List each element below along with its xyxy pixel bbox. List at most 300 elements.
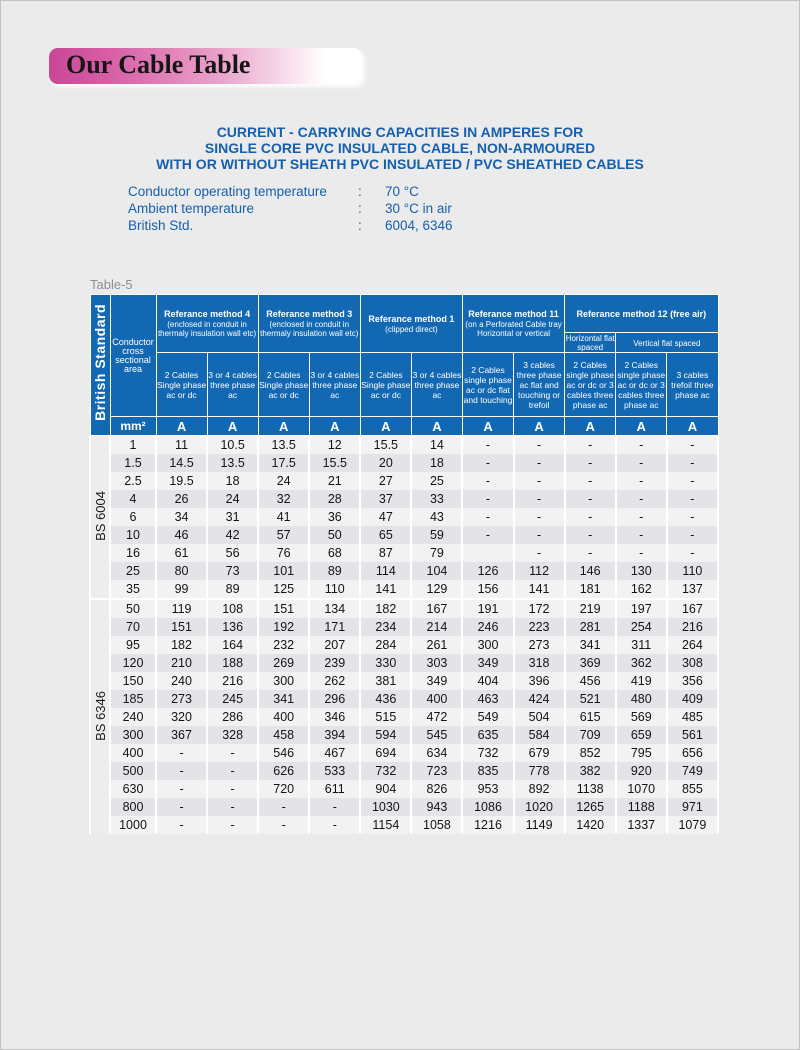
- value-cell: 545: [411, 726, 462, 744]
- value-cell: 37: [360, 490, 411, 508]
- value-cell: -: [616, 436, 667, 455]
- size-cell: 6: [110, 508, 156, 526]
- value-cell: -: [514, 436, 565, 455]
- value-cell: -: [565, 436, 616, 455]
- table-row: [90, 436, 718, 455]
- value-cell: 47: [360, 508, 411, 526]
- value-cell: 262: [309, 672, 360, 690]
- value-cell: 11: [156, 436, 207, 455]
- size-cell: 10: [110, 526, 156, 544]
- value-cell: 10.5: [207, 436, 258, 455]
- value-cell: 615: [565, 708, 616, 726]
- column-header: 2 Cables Single phase ac or dc: [156, 353, 207, 417]
- value-cell: 146: [565, 562, 616, 580]
- table-row: [90, 780, 718, 798]
- spec-colon: :: [358, 184, 362, 199]
- value-cell: 27: [360, 472, 411, 490]
- spec-label: British Std.: [128, 218, 194, 233]
- value-cell: 191: [462, 599, 513, 618]
- value-cell: 18: [207, 472, 258, 490]
- value-cell: 21: [309, 472, 360, 490]
- value-cell: 1086: [462, 798, 513, 816]
- value-cell: -: [514, 544, 565, 562]
- value-cell: 137: [667, 580, 718, 599]
- value-cell: 533: [309, 762, 360, 780]
- value-cell: 472: [411, 708, 462, 726]
- value-cell: -: [565, 508, 616, 526]
- value-cell: 24: [258, 472, 309, 490]
- value-cell: 264: [667, 636, 718, 654]
- value-cell: -: [462, 508, 513, 526]
- value-cell: 463: [462, 690, 513, 708]
- value-cell: 1154: [360, 816, 411, 834]
- value-cell: -: [667, 472, 718, 490]
- table-row: [90, 798, 718, 816]
- value-cell: 89: [207, 580, 258, 599]
- value-cell: 284: [360, 636, 411, 654]
- header-method-4: Referance method 4 (enclosed in conduit in thermaly insulation wall etc): [156, 295, 258, 353]
- value-cell: 34: [156, 508, 207, 526]
- value-cell: -: [667, 490, 718, 508]
- value-cell: 31: [207, 508, 258, 526]
- size-cell: 150: [110, 672, 156, 690]
- spec-row-british-std: [128, 217, 453, 234]
- value-cell: 192: [258, 618, 309, 636]
- value-cell: 110: [667, 562, 718, 580]
- column-header: 2 Cables single phase ac or dc or 3 cables three phase ac: [565, 353, 616, 417]
- value-cell: 732: [462, 744, 513, 762]
- value-cell: 296: [309, 690, 360, 708]
- value-cell: 320: [156, 708, 207, 726]
- header-vertical-flat-spaced: Vertical flat spaced: [616, 333, 718, 353]
- table-row: [90, 690, 718, 708]
- value-cell: 300: [258, 672, 309, 690]
- column-header: 2 Cables single phase ac or dc flat and touching: [462, 353, 513, 417]
- value-cell: 1149: [514, 816, 565, 834]
- value-cell: 356: [667, 672, 718, 690]
- value-cell: 367: [156, 726, 207, 744]
- table-row: [90, 508, 718, 526]
- value-cell: 129: [411, 580, 462, 599]
- value-cell: -: [616, 454, 667, 472]
- value-cell: 101: [258, 562, 309, 580]
- value-cell: 136: [207, 618, 258, 636]
- value-cell: 156: [462, 580, 513, 599]
- value-cell: 273: [156, 690, 207, 708]
- header-method-12: Referance method 12 (free air): [565, 295, 718, 333]
- value-cell: 79: [411, 544, 462, 562]
- table-row: [90, 816, 718, 834]
- value-cell: -: [156, 798, 207, 816]
- value-cell: 19.5: [156, 472, 207, 490]
- value-cell: 1337: [616, 816, 667, 834]
- unit-ampere: A: [360, 417, 411, 436]
- value-cell: 216: [207, 672, 258, 690]
- table-row: [90, 654, 718, 672]
- value-cell: 1265: [565, 798, 616, 816]
- value-cell: 25: [411, 472, 462, 490]
- group-label-text: BS 6004: [92, 490, 108, 541]
- value-cell: 59: [411, 526, 462, 544]
- table-row: [90, 672, 718, 690]
- value-cell: -: [667, 544, 718, 562]
- size-cell: 185: [110, 690, 156, 708]
- value-cell: 12: [309, 436, 360, 455]
- value-cell: 151: [258, 599, 309, 618]
- size-cell: 35: [110, 580, 156, 599]
- value-cell: 659: [616, 726, 667, 744]
- value-cell: 188: [207, 654, 258, 672]
- value-cell: -: [207, 780, 258, 798]
- size-cell: 1000: [110, 816, 156, 834]
- value-cell: 1070: [616, 780, 667, 798]
- table-row: [90, 454, 718, 472]
- unit-ampere: A: [514, 417, 565, 436]
- value-cell: 300: [462, 636, 513, 654]
- value-cell: 349: [411, 672, 462, 690]
- size-cell: 120: [110, 654, 156, 672]
- header-method-3: Referance method 3 (enclosed in conduit in thermaly insulation wall etc): [258, 295, 360, 353]
- spec-row-operating-temp: [128, 183, 453, 200]
- value-cell: 904: [360, 780, 411, 798]
- size-cell: 800: [110, 798, 156, 816]
- column-header: 2 Cables Single phase ac or dc: [258, 353, 309, 417]
- value-cell: 207: [309, 636, 360, 654]
- value-cell: -: [207, 762, 258, 780]
- size-cell: 240: [110, 708, 156, 726]
- value-cell: 141: [514, 580, 565, 599]
- value-cell: 167: [411, 599, 462, 618]
- value-cell: -: [309, 798, 360, 816]
- value-cell: 635: [462, 726, 513, 744]
- table-row: [90, 708, 718, 726]
- table-row: [90, 562, 718, 580]
- heading-line-1: CURRENT - CARRYING CAPACITIES IN AMPERES FOR: [216, 124, 584, 140]
- value-cell: 261: [411, 636, 462, 654]
- value-cell: 679: [514, 744, 565, 762]
- value-cell: 341: [258, 690, 309, 708]
- value-cell: 182: [156, 636, 207, 654]
- column-header: 3 or 4 cables three phase ac: [207, 353, 258, 417]
- value-cell: -: [514, 526, 565, 544]
- value-cell: 162: [616, 580, 667, 599]
- value-cell: 515: [360, 708, 411, 726]
- value-cell: 15.5: [309, 454, 360, 472]
- page-title: Our Cable Table: [66, 50, 251, 79]
- value-cell: 1420: [565, 816, 616, 834]
- value-cell: 43: [411, 508, 462, 526]
- unit-ampere: A: [309, 417, 360, 436]
- value-cell: 24: [207, 490, 258, 508]
- value-cell: 28: [309, 490, 360, 508]
- value-cell: 130: [616, 562, 667, 580]
- value-cell: 15.5: [360, 436, 411, 455]
- value-cell: 57: [258, 526, 309, 544]
- spec-row-ambient-temp: [128, 200, 453, 217]
- value-cell: 400: [258, 708, 309, 726]
- value-cell: 151: [156, 618, 207, 636]
- value-cell: -: [207, 744, 258, 762]
- value-cell: 611: [309, 780, 360, 798]
- value-cell: -: [565, 454, 616, 472]
- heading-line-2: SINGLE CORE PVC INSULATED CABLE, NON-ARMOURED: [204, 140, 596, 156]
- value-cell: -: [667, 436, 718, 455]
- value-cell: -: [207, 816, 258, 834]
- value-cell: -: [462, 472, 513, 490]
- value-cell: 456: [565, 672, 616, 690]
- value-cell: 330: [360, 654, 411, 672]
- document-heading: [1, 124, 799, 172]
- value-cell: 76: [258, 544, 309, 562]
- value-cell: 943: [411, 798, 462, 816]
- unit-ampere: A: [667, 417, 718, 436]
- value-cell: 73: [207, 562, 258, 580]
- column-header: 3 or 4 cables three phase ac: [309, 353, 360, 417]
- value-cell: 521: [565, 690, 616, 708]
- value-cell: 626: [258, 762, 309, 780]
- value-cell: 240: [156, 672, 207, 690]
- value-cell: 795: [616, 744, 667, 762]
- value-cell: 971: [667, 798, 718, 816]
- value-cell: -: [565, 526, 616, 544]
- value-cell: 369: [565, 654, 616, 672]
- value-cell: 480: [616, 690, 667, 708]
- size-cell: 25: [110, 562, 156, 580]
- value-cell: 18: [411, 454, 462, 472]
- page-title-banner: [49, 48, 362, 84]
- value-cell: 197: [616, 599, 667, 618]
- value-cell: 99: [156, 580, 207, 599]
- value-cell: 396: [514, 672, 565, 690]
- table-caption: Table-5: [90, 277, 133, 292]
- column-header: 2 Cables Single phase ac or dc: [360, 353, 411, 417]
- value-cell: 303: [411, 654, 462, 672]
- value-cell: -: [616, 490, 667, 508]
- value-cell: 404: [462, 672, 513, 690]
- spec-colon: :: [358, 201, 362, 216]
- size-cell: 630: [110, 780, 156, 798]
- value-cell: 239: [309, 654, 360, 672]
- value-cell: 50: [309, 526, 360, 544]
- value-cell: 14: [411, 436, 462, 455]
- value-cell: -: [616, 472, 667, 490]
- value-cell: 749: [667, 762, 718, 780]
- value-cell: 835: [462, 762, 513, 780]
- value-cell: 234: [360, 618, 411, 636]
- value-cell: 485: [667, 708, 718, 726]
- column-header: 3 or 4 cables three phase ac: [411, 353, 462, 417]
- size-cell: 2.5: [110, 472, 156, 490]
- table-row: [90, 618, 718, 636]
- value-cell: 709: [565, 726, 616, 744]
- value-cell: -: [462, 436, 513, 455]
- size-cell: 4: [110, 490, 156, 508]
- value-cell: 656: [667, 744, 718, 762]
- value-cell: 634: [411, 744, 462, 762]
- value-cell: -: [565, 472, 616, 490]
- header-british-standard-label: British Standard: [92, 304, 108, 421]
- value-cell: 223: [514, 618, 565, 636]
- value-cell: 245: [207, 690, 258, 708]
- column-header: 2 Cables single phase ac or dc or 3 cables three phase ac: [616, 353, 667, 417]
- unit-ampere: A: [411, 417, 462, 436]
- value-cell: -: [462, 490, 513, 508]
- value-cell: 852: [565, 744, 616, 762]
- value-cell: 546: [258, 744, 309, 762]
- value-cell: -: [156, 816, 207, 834]
- value-cell: 1020: [514, 798, 565, 816]
- value-cell: -: [514, 472, 565, 490]
- value-cell: 269: [258, 654, 309, 672]
- value-cell: -: [156, 762, 207, 780]
- value-cell: 141: [360, 580, 411, 599]
- value-cell: 394: [309, 726, 360, 744]
- value-cell: 36: [309, 508, 360, 526]
- value-cell: 14.5: [156, 454, 207, 472]
- table-row: [90, 580, 718, 599]
- heading-line-3: WITH OR WITHOUT SHEATH PVC INSULATED / PVC SHEATHED CABLES: [156, 156, 644, 172]
- spec-list: [128, 183, 453, 234]
- header-method-11: Referance method 11 (on a Perforated Cable tray Horizontal or vertical: [462, 295, 564, 353]
- value-cell: 167: [667, 599, 718, 618]
- value-cell: -: [207, 798, 258, 816]
- column-header: 3 cables three phase ac flat and touching or trefoil: [514, 353, 565, 417]
- value-cell: 87: [360, 544, 411, 562]
- value-cell: 732: [360, 762, 411, 780]
- value-cell: 328: [207, 726, 258, 744]
- value-cell: [462, 544, 513, 562]
- spec-colon: :: [358, 218, 362, 233]
- value-cell: 26: [156, 490, 207, 508]
- value-cell: 42: [207, 526, 258, 544]
- header-method-1: Referance method 1 (clipped direct): [360, 295, 462, 353]
- value-cell: 1079: [667, 816, 718, 834]
- size-cell: 95: [110, 636, 156, 654]
- value-cell: 281: [565, 618, 616, 636]
- unit-ampere: A: [565, 417, 616, 436]
- value-cell: 219: [565, 599, 616, 618]
- size-cell: 50: [110, 599, 156, 618]
- value-cell: 171: [309, 618, 360, 636]
- value-cell: 362: [616, 654, 667, 672]
- value-cell: -: [156, 780, 207, 798]
- value-cell: -: [565, 544, 616, 562]
- unit-mm2: mm²: [110, 417, 156, 436]
- cable-capacity-table: [89, 294, 719, 834]
- value-cell: 1188: [616, 798, 667, 816]
- value-cell: -: [565, 490, 616, 508]
- value-cell: 311: [616, 636, 667, 654]
- value-cell: 181: [565, 580, 616, 599]
- spec-value: 30 °C in air: [385, 201, 452, 216]
- unit-ampere: A: [258, 417, 309, 436]
- value-cell: 1138: [565, 780, 616, 798]
- value-cell: -: [258, 798, 309, 816]
- value-cell: 119: [156, 599, 207, 618]
- column-header: 3 cables trefoil three phase ac: [667, 353, 718, 417]
- value-cell: 216: [667, 618, 718, 636]
- table-row: [90, 544, 718, 562]
- value-cell: -: [258, 816, 309, 834]
- value-cell: 65: [360, 526, 411, 544]
- spec-value: 6004, 6346: [385, 218, 453, 233]
- value-cell: 108: [207, 599, 258, 618]
- value-cell: 381: [360, 672, 411, 690]
- value-cell: 17.5: [258, 454, 309, 472]
- unit-ampere: A: [616, 417, 667, 436]
- value-cell: 569: [616, 708, 667, 726]
- value-cell: 286: [207, 708, 258, 726]
- value-cell: -: [667, 454, 718, 472]
- value-cell: 32: [258, 490, 309, 508]
- value-cell: 56: [207, 544, 258, 562]
- table-row: [90, 599, 718, 618]
- group-label-text: BS 6346: [92, 690, 108, 741]
- value-cell: 172: [514, 599, 565, 618]
- table-row: [90, 472, 718, 490]
- value-cell: 20: [360, 454, 411, 472]
- table-row: [90, 744, 718, 762]
- value-cell: -: [462, 454, 513, 472]
- value-cell: 953: [462, 780, 513, 798]
- value-cell: 112: [514, 562, 565, 580]
- value-cell: 33: [411, 490, 462, 508]
- group-label-bs-6346: [90, 599, 110, 834]
- value-cell: 125: [258, 580, 309, 599]
- value-cell: 382: [565, 762, 616, 780]
- header-horizontal-flat-spaced: Horizontal flat spaced: [565, 334, 615, 352]
- unit-ampere: A: [156, 417, 207, 436]
- value-cell: 104: [411, 562, 462, 580]
- value-cell: -: [667, 508, 718, 526]
- value-cell: 584: [514, 726, 565, 744]
- value-cell: 349: [462, 654, 513, 672]
- value-cell: 114: [360, 562, 411, 580]
- value-cell: 13.5: [207, 454, 258, 472]
- value-cell: 13.5: [258, 436, 309, 455]
- value-cell: -: [514, 454, 565, 472]
- size-cell: 70: [110, 618, 156, 636]
- header-british-standard: [90, 295, 110, 436]
- value-cell: 164: [207, 636, 258, 654]
- value-cell: -: [514, 508, 565, 526]
- value-cell: 467: [309, 744, 360, 762]
- value-cell: 214: [411, 618, 462, 636]
- table-row: [90, 762, 718, 780]
- header-conductor-area-label: Conductor cross sectional area: [112, 337, 154, 374]
- table-row: [90, 726, 718, 744]
- value-cell: 419: [616, 672, 667, 690]
- table-row: [90, 526, 718, 544]
- spec-label: Conductor operating temperature: [128, 184, 327, 199]
- spec-value: 70 °C: [385, 184, 419, 199]
- value-cell: 720: [258, 780, 309, 798]
- value-cell: 182: [360, 599, 411, 618]
- value-cell: 346: [309, 708, 360, 726]
- value-cell: 246: [462, 618, 513, 636]
- value-cell: 723: [411, 762, 462, 780]
- value-cell: 318: [514, 654, 565, 672]
- value-cell: 826: [411, 780, 462, 798]
- value-cell: 549: [462, 708, 513, 726]
- spec-label: Ambient temperature: [128, 201, 255, 216]
- unit-ampere: A: [462, 417, 513, 436]
- value-cell: 458: [258, 726, 309, 744]
- value-cell: 1030: [360, 798, 411, 816]
- value-cell: -: [462, 526, 513, 544]
- table-row: [90, 490, 718, 508]
- value-cell: -: [616, 508, 667, 526]
